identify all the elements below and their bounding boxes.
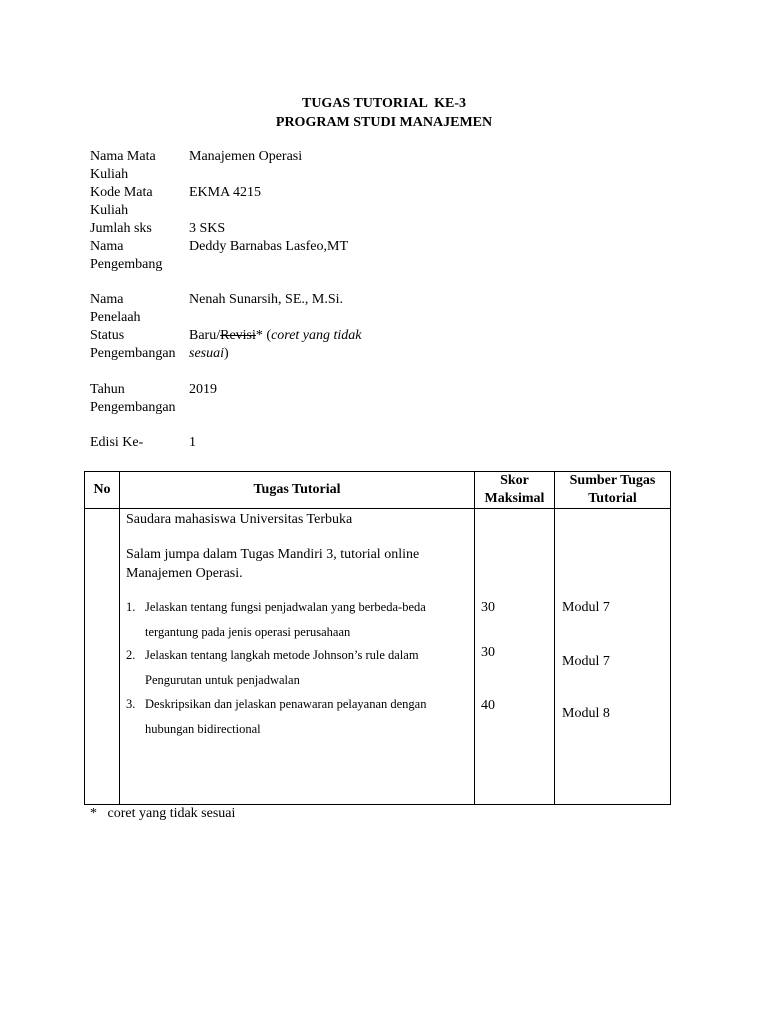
header-tugas: Tugas Tutorial bbox=[120, 472, 475, 509]
document-title: TUGAS TUTORIAL KE-3 bbox=[301, 96, 467, 111]
source-value: Modul 7 bbox=[562, 654, 610, 669]
header-sumber: Sumber Tugas Tutorial bbox=[555, 472, 671, 509]
cell-sumber bbox=[555, 509, 671, 805]
header-no: No bbox=[85, 472, 120, 509]
info-label: Edisi Ke- bbox=[90, 435, 144, 450]
source-value: Modul 8 bbox=[562, 706, 610, 721]
info-value: 3 SKS bbox=[189, 221, 226, 236]
info-value: Deddy Barnabas Lasfeo,MT bbox=[189, 239, 349, 254]
header-skor: Skor Maksimal bbox=[475, 472, 555, 509]
footnote: * coret yang tidak sesuai bbox=[90, 806, 236, 821]
status-close: ) bbox=[224, 346, 229, 361]
question-text: Deskripsikan dan jelaskan penawaran pelayanan dengan hubungan bidirectional bbox=[145, 697, 427, 736]
info-label: Nama Penelaah bbox=[90, 292, 141, 325]
tutorial-table bbox=[84, 471, 671, 805]
table-row bbox=[85, 509, 671, 805]
info-value: EKMA 4215 bbox=[189, 185, 261, 200]
info-value: Manajemen Operasi bbox=[189, 149, 303, 164]
score-value: 30 bbox=[481, 645, 495, 660]
source-value: Modul 7 bbox=[562, 600, 610, 615]
program-title: PROGRAM STUDI MANAJEMEN bbox=[275, 115, 493, 130]
info-label: Jumlah sks bbox=[90, 221, 152, 236]
info-label: Tahun Pengembangan bbox=[90, 382, 176, 415]
cell-no bbox=[85, 509, 120, 805]
status-revisi-struck: Revisi bbox=[220, 328, 256, 343]
info-label: Nama Pengembang bbox=[90, 239, 163, 272]
score-value: 30 bbox=[481, 600, 495, 615]
status-note: coret yang tidak sesuai bbox=[189, 328, 362, 361]
question-number: 3. bbox=[126, 697, 136, 711]
cell-tugas bbox=[120, 509, 475, 805]
question-text: Jelaskan tentang langkah metode Johnson’s rule dalam Pengurutan untuk penjadwalan bbox=[145, 648, 419, 687]
status-baru: Baru/ bbox=[189, 328, 221, 343]
question-number: 2. bbox=[126, 648, 136, 662]
info-label: Nama Mata Kuliah bbox=[90, 149, 156, 182]
status-star: * ( bbox=[255, 328, 272, 343]
info-value: Nenah Sunarsih, SE., M.Si. bbox=[189, 292, 343, 307]
question-number: 1. bbox=[126, 600, 136, 614]
info-value: 1 bbox=[189, 435, 196, 450]
intro-text: Salam jumpa dalam Tugas Mandiri 3, tutorial online Manajemen Operasi. bbox=[126, 547, 420, 581]
cell-skor bbox=[475, 509, 555, 805]
table-header-row bbox=[85, 472, 671, 509]
question-text: Jelaskan tentang fungsi penjadwalan yang berbeda-beda tergantung pada jenis operasi perusahaan bbox=[145, 600, 426, 639]
info-label: Kode Mata Kuliah bbox=[90, 185, 153, 218]
info-value-status bbox=[189, 327, 399, 363]
score-value: 40 bbox=[481, 698, 495, 713]
info-label: Status Pengembangan bbox=[90, 328, 176, 361]
greeting-text: Saudara mahasiswa Universitas Terbuka bbox=[126, 512, 353, 527]
info-value: 2019 bbox=[189, 382, 217, 397]
